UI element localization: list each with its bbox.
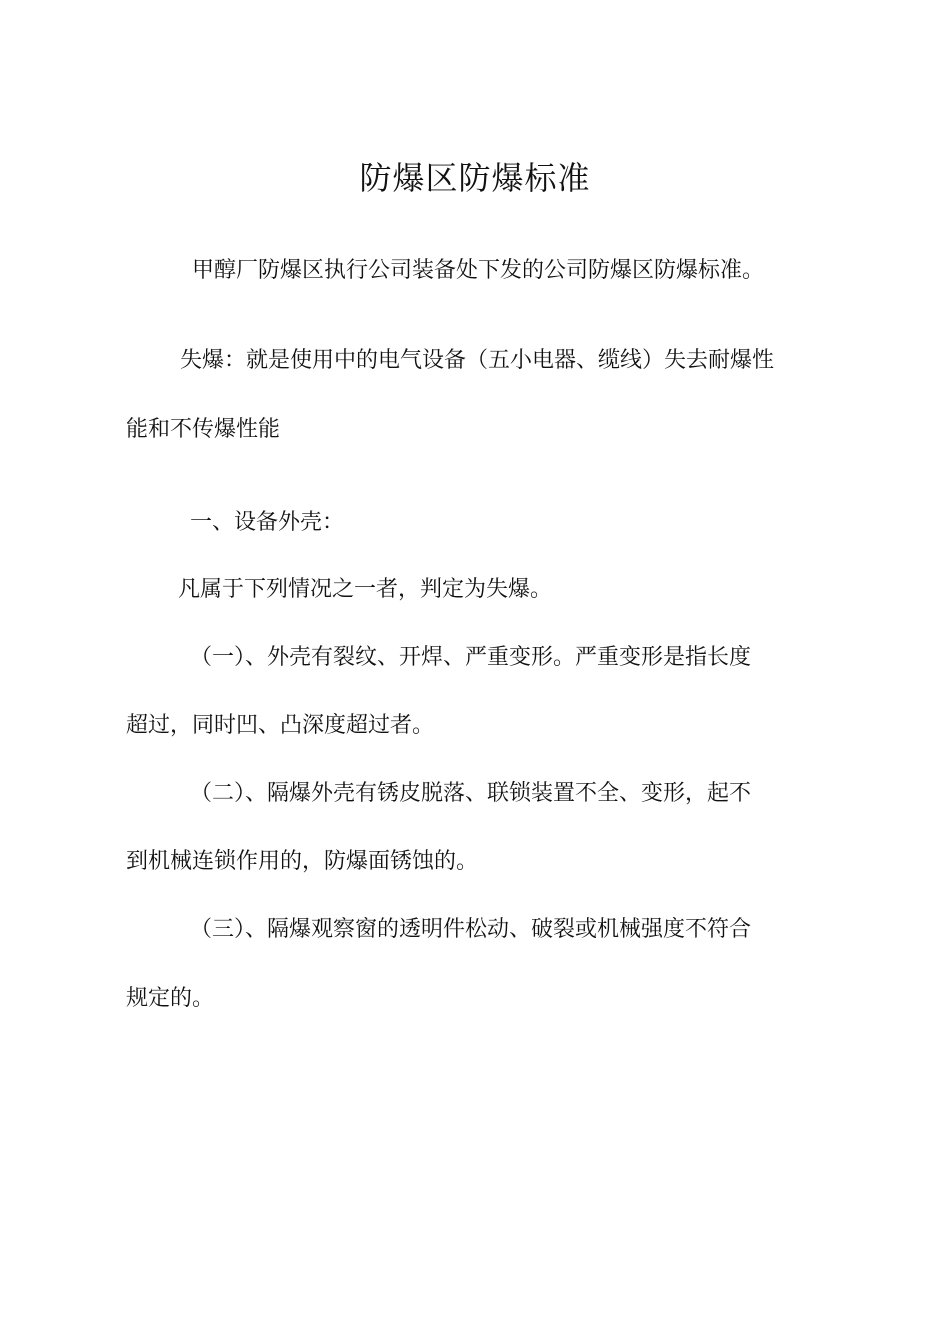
section-heading: 一、设备外壳： xyxy=(190,510,345,535)
intro-paragraph: 甲醇厂防爆区执行公司装备处下发的公司防爆区防爆标准。 xyxy=(192,258,765,283)
item-3-line-1: （三）、隔爆观察窗的透明件松动、破裂或机械强度不符合 xyxy=(190,917,752,942)
definition-line-2: 能和不传爆性能 xyxy=(126,417,281,442)
item-1-line-1: （一）、外壳有裂纹、开焊、严重变形。严重变形是指长度 xyxy=(190,645,752,670)
item-3-line-2: 规定的。 xyxy=(126,986,215,1011)
item-1-line-2: 超过，同时凹、凸深度超过者。 xyxy=(126,713,435,738)
definition-line-1: 失爆：就是使用中的电气设备（五小电器、缆线）失去耐爆性 xyxy=(180,348,775,373)
item-2-line-1: （二）、隔爆外壳有锈皮脱落、联锁装置不全、变形，起不 xyxy=(190,781,752,806)
document-title: 防爆区防爆标准 xyxy=(359,159,591,197)
item-2-line-2: 到机械连锁作用的，防爆面锈蚀的。 xyxy=(126,849,479,874)
section-lead: 凡属于下列情况之一者，判定为失爆。 xyxy=(178,577,553,602)
